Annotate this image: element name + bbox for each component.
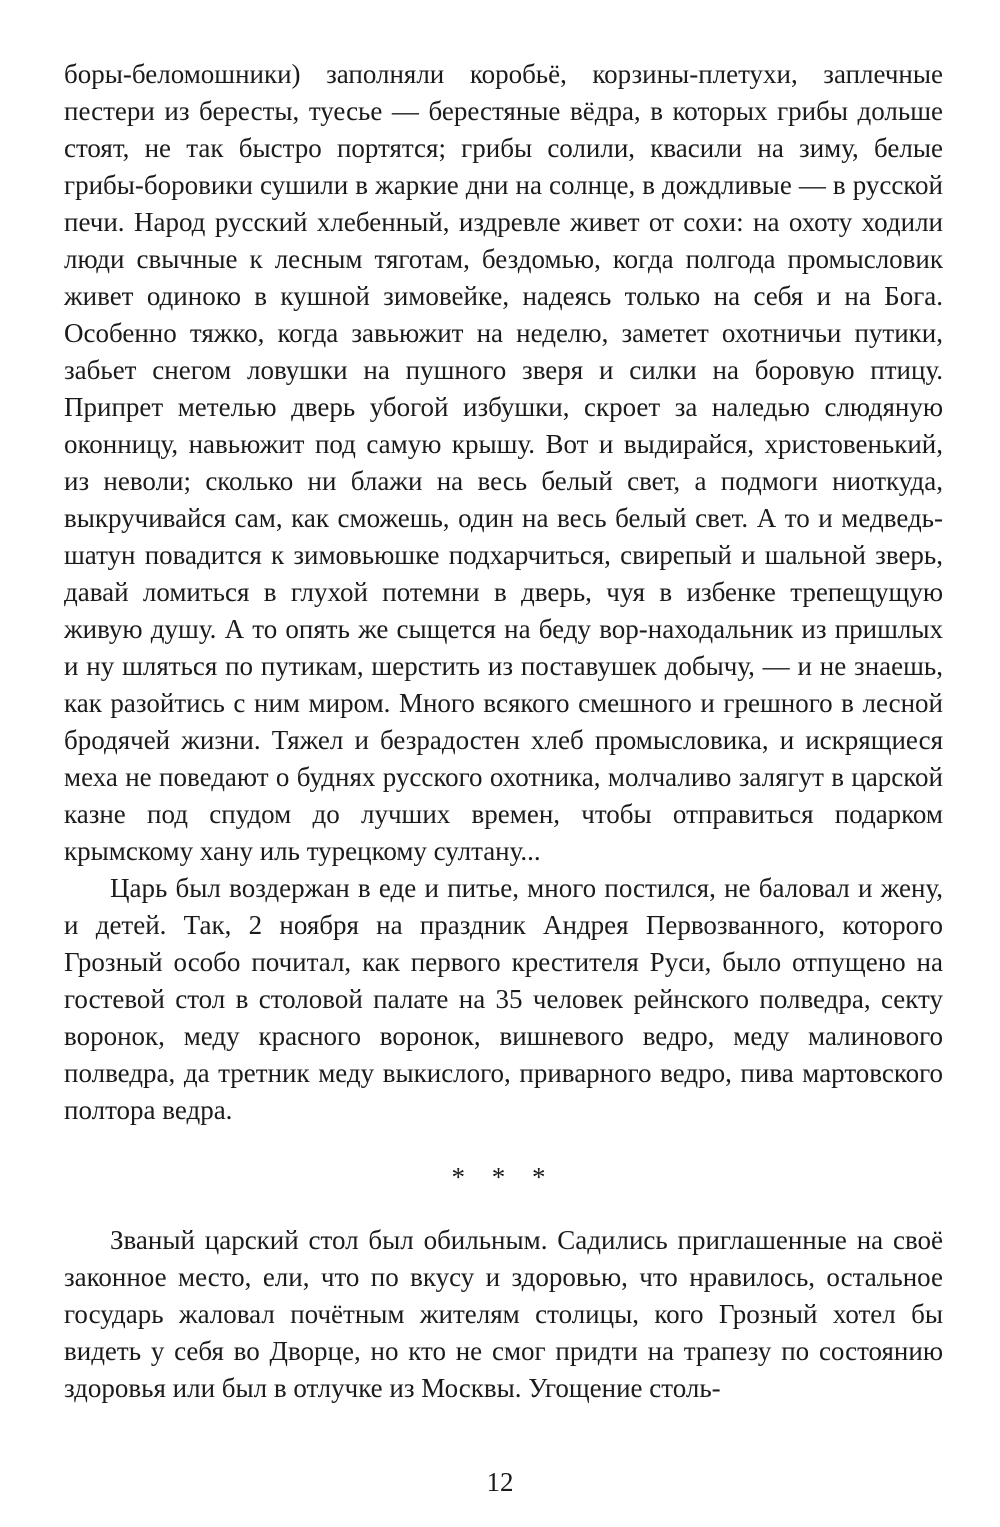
section-separator: * * * xyxy=(451,1162,556,1192)
paragraph-continuation: боры-беломошники) заполняли коробьё, корзины-плетухи, заплечные пестери из бересты, туесье — берестяные вёдра, в которых грибы дольше стоят, не так быстро портятся; грибы солили, квасили на зиму, белые грибы-боровики сушили в жаркие дни на солнце, в дождливые — в русской печи. Народ русский хлебенный, издревле живет от сохи: на охоту ходили люди свычные к лесным тяготам, бездомью, когда полгода промысловик живет одиноко в кушной зимовейке, надеясь только на себя и на Бога. Особенно тяжко, когда завьюжит на неделю, заметет охотничьи путики, забьет снегом ловушки на пушного зверя и силки на боровую птицу. Припрет метелью дверь убогой избушки, скроет за наледью слюдяную оконницу, навьюжит под самую крышу. Вот и выдирайся, христовенький, из неволи; сколько ни блажи на весь белый свет, а подмоги ниоткуда, выкручивайся сам, как сможешь, один на весь белый свет. А то и медведь-шатун повадится к зимовьюшке подхарчиться, свирепый и шальной зверь, давай ломиться в глухой потемни в дверь, чуя в избенке трепещущую живую душу. А то опять же сыщется на беду вор-находальник из пришлых и ну шляться по путикам, шерстить из поставушек добычу, — и не знаешь, как разойтись с ним миром. Много всякого смешного и грешного в лесной бродячей жизни. Тяжел и безрадостен хлеб промысловика, и искрящиеся меха не поведают о буднях русского охотника, молчаливо залягут в царской казне под спудом до лучших времен, чтобы отправиться подарком крымскому хану иль турецкому султану... xyxy=(64,59,943,866)
page-number: 12 xyxy=(486,1467,514,1497)
paragraph-tsar-abstinence: Царь был воздержан в еде и питье, много постился, не баловал и жену, и детей. Так, 2 ноября на праздник Андрея Первозванного, которого Грозный особо почитал, как первого крестителя Руси, было отпущено на гостевой стол в столовой палате на 35 человек рейнского полведра, секту воронок, меду красного воронок, вишневого ведро, меду малинового полведра, да третник меду выкислого, приварного ведро, пива мартовского полтора ведра. xyxy=(64,873,943,1125)
paragraph-tsar-table: Званый царский стол был обильным. Садились приглашенные на своё законное место, ели, что по вкусу и здоровью, что нравилось, остальное государь жаловал почётным жителям столицы, кого Грозный хотел бы видеть у себя во Дворце, но кто не смог придти на трапезу по состоянию здоровья или был в отлучке из Москвы. Угощение столь- xyxy=(64,1225,943,1403)
text-block xyxy=(64,56,943,1407)
